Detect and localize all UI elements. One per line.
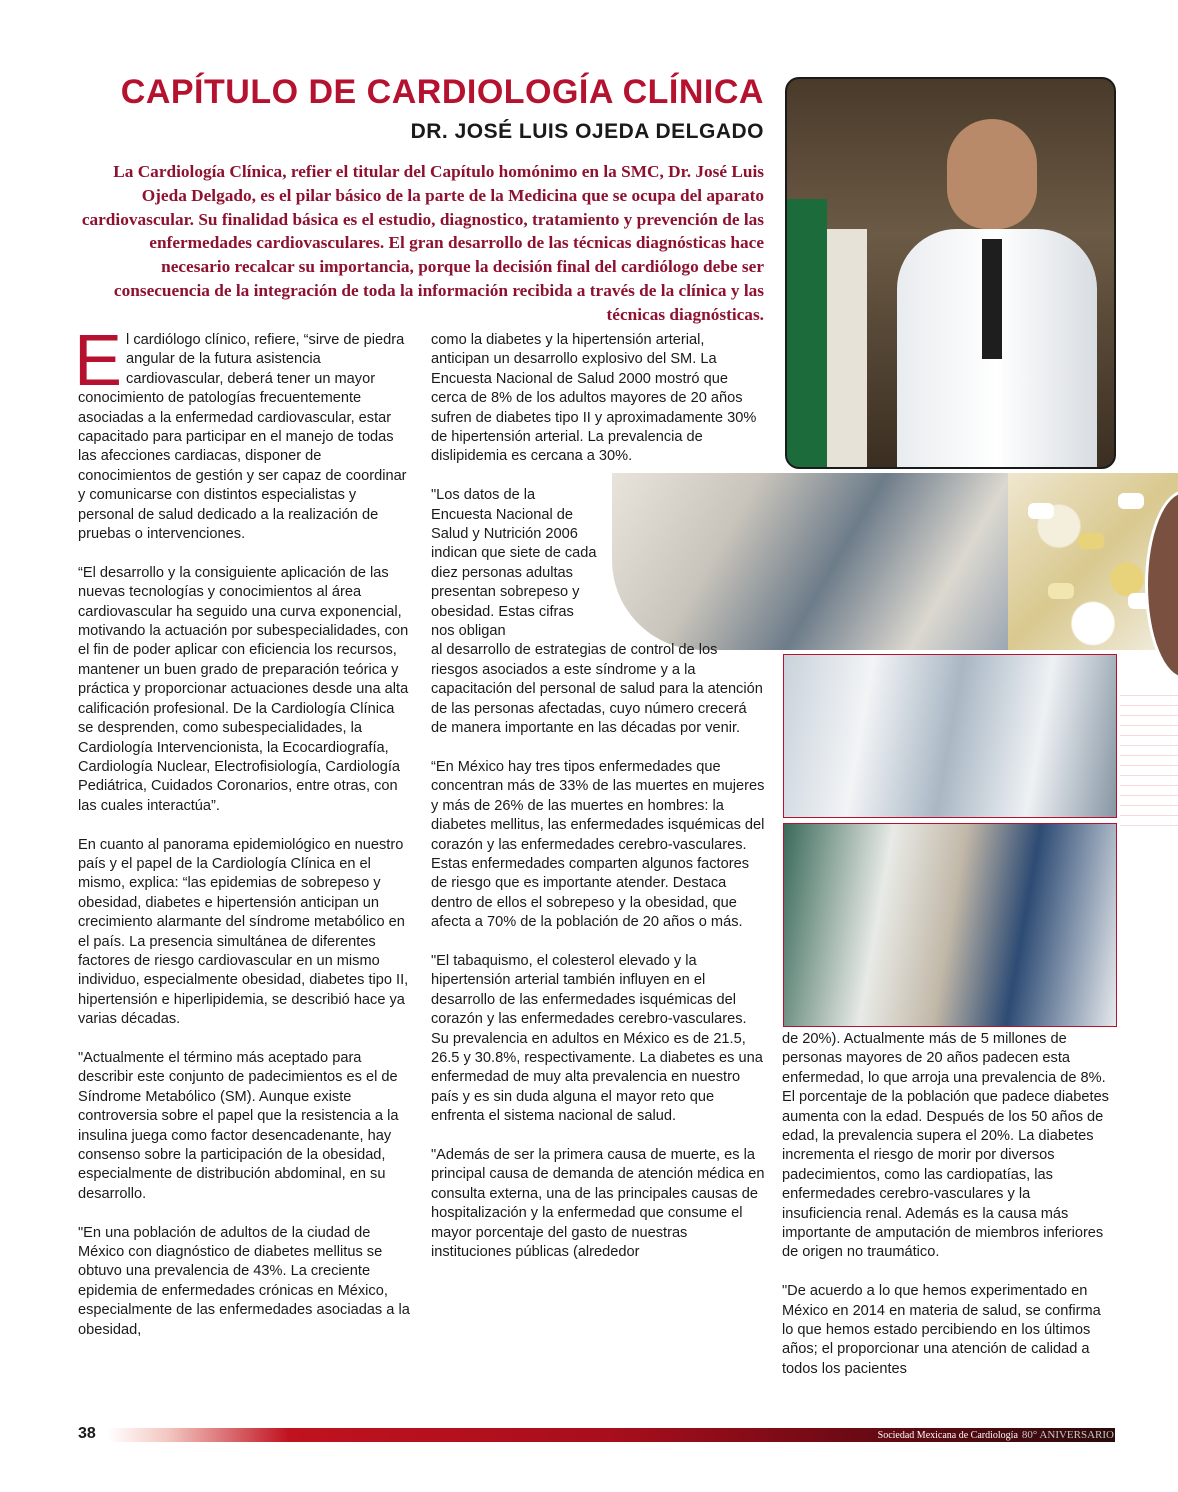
footer-publication <box>878 1428 1114 1442</box>
paragraph: "Actualmente el término más aceptado para describir este conjunto de padecimientos es el de Síndrome Metabólico (SM). Aunque existe controversia sobre el papel que la resistencia a la insulina juega como factor desencadenante, hay consenso sobre la participación de la obesidad, especialmente de distribución abdominal, en su desarrollo. <box>78 1049 399 1202</box>
paragraph: “El desarrollo y la consiguiente aplicación de las nuevas tecnologías y conocimientos al área cardiovascular ha seguido una curva exponencial, motivando la actuación por subespecialidades, con el fin de poder aplicar con eficiencia los recursos, mantener un buen grado de preparación teórica y práctica y proporcionar actuaciones desde una alta calificación profesional. De la Cardiología Clínica se desprenden, como subespecialidades, la Cardiología Intervencionista, la Ecocardiografía, Cardiología Nuclear, Electrofisiología, Cardiología Pediátrica, Cuidados Coronarios, entre otras, con las cuales interactúa”. <box>78 564 409 814</box>
portrait-photo <box>785 77 1116 469</box>
paragraph: como la diabetes y la hipertensión arterial, anticipan un desarrollo explosivo del SM. La Encuesta Nacional de Salud 2000 mostró que cerca de 8% de los adultos mayores de 20 años sufren de diabetes tipo II y aproximadamente 30% de hipertensión arterial. La prevalencia de dislipidemia es cercana a 30%. <box>431 332 757 465</box>
column-2 <box>431 331 766 1282</box>
paragraph: En cuanto al panorama epidemiológico en nuestro país y el papel de la Cardiología Clínica en el mismo, explica: “las epidemias de sobrepeso y obesidad, diabetes e hipertensión anticipan un crecimiento alarmante del síndrome metabólico en el país. La presencia simultánea de diferentes factores de riesgo cardiovascular en un mismo individuo, especialmente obesidad, diabetes tipo II, hipertensión e hiperlipidemia, se describió hace ya varias décadas. <box>78 836 409 1028</box>
paragraph: de 20%). Actualmente más de 5 millones de personas mayores de 20 años padecen esta enfermedad, lo que arroja una prevalencia de 8%. El porcentaje de la población que padece diabetes aumenta con la edad. Después de los 50 años de edad, la prevalencia supera el 20%. La diabetes incrementa el riesgo de morir por diversos padecimientos, como las cardiopatías, las enfermedades cerebro-vasculares y la insuficiencia renal. Además es la causa más importante de amputación de miembros inferiores de origen no traumático. <box>782 1031 1109 1261</box>
dropcap: E <box>74 321 123 401</box>
nurses-photo <box>783 654 1117 818</box>
paragraph: "De acuerdo a lo que hemos experimentado en México en 2014 en materia de salud, se confirma lo que hemos estado percibiendo en los últimos años; el proporcionar una atención de calidad a todos los pacientes <box>782 1283 1101 1377</box>
column-1 <box>74 321 413 1359</box>
paragraph: "En una población de adultos de la ciudad de México con diagnóstico de diabetes mellitus se obtuvo una prevalencia de 43%. La creciente epidemia de enfermedades crónicas en México, especialmente de las enfermedades asociadas a la obesidad, <box>78 1224 410 1338</box>
publication-name: Sociedad Mexicana de Cardiología <box>877 1430 1018 1441</box>
paragraph: al desarrollo de estrategias de control de los riesgos asociados a este síndrome y a la capacitación del personal de salud para la atención de las personas afectadas, cuyo número crecerá de manera importante en las décadas por venir. <box>431 642 763 737</box>
article-title: CAPÍTULO DE CARDIOLOGÍA CLÍNICA <box>120 73 764 111</box>
anniversary-label: 80° ANIVERSARIO <box>1021 1429 1114 1441</box>
paragraph: "Además de ser la primera causa de muerte, es la principal causa de demanda de atención médica en consulta externa, una de las principales causas de hospitalización y la enfermedad que consume el mayor porcentaje del gasto de nuestras instituciones públicas (alrededor <box>431 1147 765 1261</box>
paragraph: l cardiólogo clínico, refiere, “sirve de piedra angular de la futura asistencia cardiovascular, deberá tener un mayor conocimiento de patologías frecuentemente asociadas a la enfermedad cardiovascular, estar capacitado para participar en el manejo de todas las afecciones cardiacas, disponer de conocimientos de gestión y ser capaz de coordinar y comunicarse con distintos especialistas y personal de salud dedicado a la realización de pruebas o intervenciones. <box>78 332 407 543</box>
ecg-strip <box>1120 686 1178 826</box>
health-fair-photo <box>783 823 1117 1027</box>
article-lead: La Cardiología Clínica, refier el titular del Capítulo homónimo en la SMC, Dr. José Luis Ojeda Delgado, es el pilar básico de la parte de la Medicina que se ocupa del aparato cardiovascular. Su finalidad básica es el estudio, diagnostico, tratamiento y prevención de las enfermedades cardiovasculares. El gran desarrollo de las técnicas diagnósticas hace necesario recalcar su importancia, porque la decisión final del cardiólogo debe ser consecuencia de la integración de toda la información recibida a través de la clínica y las técnicas diagnósticas. <box>81 162 764 324</box>
column-3 <box>782 1030 1112 1399</box>
paragraph-narrow: "Los datos de la Encuesta Nacional de Salud y Nutrición 2006 indican que siete de cada diez personas adultas presentan sobrepeso y obesidad. Estas cifras nos obligan <box>431 487 597 640</box>
article-author: DR. JOSÉ LUIS OJEDA DELGADO <box>410 120 764 143</box>
paragraph: “En México hay tres tipos enfermedades que concentran más de 33% de las muertes en mujeres y más de 26% de las muertes en hombres: la diabetes mellitus, las enfermedades isquémicas del corazón y las enfermedades cerebro-vasculares. Estas enfermedades comparten algunos factores de riesgo que es importante atender. Destaca dentro de ellos el sobrepeso y la obesidad, que afecta a 70% de la población de 20 años o más. <box>431 758 765 931</box>
paragraph: "El tabaquismo, el colesterol elevado y la hipertensión arterial también influyen en el desarrollo de las enfermedades isquémicas del corazón y las enfermedades cerebro-vasculares. Su prevalencia en adultos en México es de 21.5, 26.5 y 30.8%, respectivamente. La diabetes es una enfermedad de muy alta prevalencia en nuestro país y es sin duda alguna el mayor reto que enfrenta el sistema nacional de salud. <box>431 952 763 1125</box>
page-number: 38 <box>78 1425 96 1442</box>
